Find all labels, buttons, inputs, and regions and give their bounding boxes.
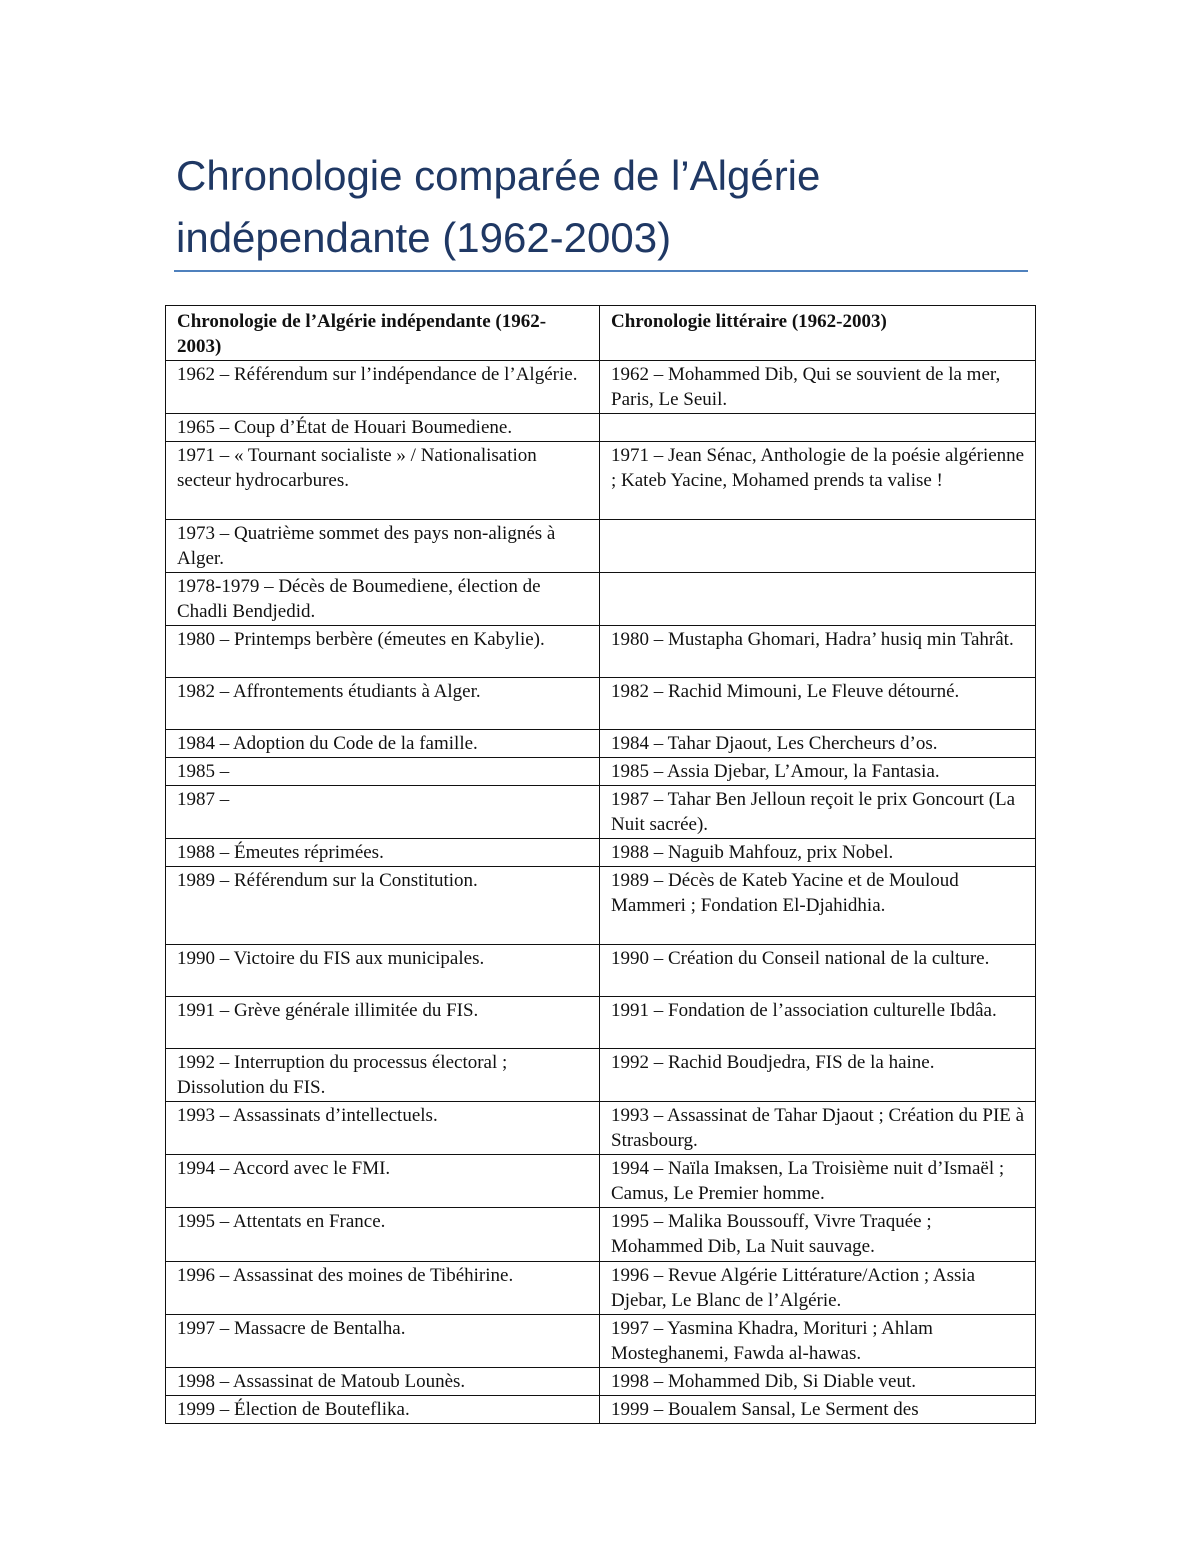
literary-event-cell: 1988 – Naguib Mahfouz, prix Nobel.	[600, 839, 1036, 867]
table-row	[166, 1315, 1036, 1368]
history-event-cell: 1996 – Assassinat des moines de Tibéhirine.	[166, 1262, 600, 1315]
history-event-cell: 1995 – Attentats en France.	[166, 1208, 600, 1262]
history-event-cell: 1990 – Victoire du FIS aux municipales.	[166, 945, 600, 997]
table-row	[166, 1102, 1036, 1155]
literary-event-cell: 1984 – Tahar Djaout, Les Chercheurs d’os.	[600, 730, 1036, 758]
history-event-cell: 1982 – Affrontements étudiants à Alger.	[166, 678, 600, 730]
history-event-cell: 1978-1979 – Décès de Boumediene, élection de Chadli Bendjedid.	[166, 573, 600, 626]
literary-event-cell: 1982 – Rachid Mimouni, Le Fleuve détourné.	[600, 678, 1036, 730]
literary-event-cell: 1995 – Malika Boussouff, Vivre Traquée ; Mohammed Dib, La Nuit sauvage.	[600, 1208, 1036, 1262]
literary-event-cell: 1999 – Boualem Sansal, Le Serment des	[600, 1396, 1036, 1424]
history-event-cell: 1973 – Quatrième sommet des pays non-alignés à Alger.	[166, 520, 600, 573]
table-row	[166, 1396, 1036, 1424]
table-row	[166, 867, 1036, 945]
literary-event-cell: 1996 – Revue Algérie Littérature/Action ; Assia Djebar, Le Blanc de l’Algérie.	[600, 1262, 1036, 1315]
history-event-cell: 1962 – Référendum sur l’indépendance de l’Algérie.	[166, 361, 600, 414]
table-row	[166, 1262, 1036, 1315]
history-event-cell: 1994 – Accord avec le FMI.	[166, 1155, 600, 1208]
literary-event-cell: 1987 – Tahar Ben Jelloun reçoit le prix Goncourt (La Nuit sacrée).	[600, 786, 1036, 839]
table-row	[166, 945, 1036, 997]
literary-event-cell: 1962 – Mohammed Dib, Qui se souvient de la mer, Paris, Le Seuil.	[600, 361, 1036, 414]
history-event-cell: 1991 – Grève générale illimitée du FIS.	[166, 997, 600, 1049]
literary-event-cell: 1980 – Mustapha Ghomari, Hadra’ husiq min Tahrât.	[600, 626, 1036, 678]
table-row	[166, 997, 1036, 1049]
table-row	[166, 361, 1036, 414]
table-row	[166, 786, 1036, 839]
history-event-cell: 1965 – Coup d’État de Houari Boumediene.	[166, 414, 600, 442]
literary-event-cell	[600, 573, 1036, 626]
history-event-cell: 1998 – Assassinat de Matoub Lounès.	[166, 1368, 600, 1396]
literary-event-cell: 1991 – Fondation de l’association culturelle Ibdâa.	[600, 997, 1036, 1049]
history-event-cell: 1987 –	[166, 786, 600, 839]
table-row	[166, 758, 1036, 786]
table-row	[166, 520, 1036, 573]
table-row	[166, 626, 1036, 678]
table-header-row	[166, 306, 1036, 361]
literary-event-cell	[600, 520, 1036, 573]
column-header-history: Chronologie de l’Algérie indépendante (1962-2003)	[166, 306, 600, 361]
literary-event-cell: 1985 – Assia Djebar, L’Amour, la Fantasia.	[600, 758, 1036, 786]
table-row	[166, 839, 1036, 867]
table-row	[166, 573, 1036, 626]
history-event-cell: 1999 – Élection de Bouteflika.	[166, 1396, 600, 1424]
chronology-table	[165, 305, 1036, 1424]
column-header-literature: Chronologie littéraire (1962-2003)	[600, 306, 1036, 361]
history-event-cell: 1985 –	[166, 758, 600, 786]
history-event-cell: 1989 – Référendum sur la Constitution.	[166, 867, 600, 945]
literary-event-cell	[600, 414, 1036, 442]
literary-event-cell: 1989 – Décès de Kateb Yacine et de Mouloud Mammeri ; Fondation El-Djahidhia.	[600, 867, 1036, 945]
literary-event-cell: 1997 – Yasmina Khadra, Morituri ; Ahlam Mosteghanemi, Fawda al-hawas.	[600, 1315, 1036, 1368]
history-event-cell: 1980 – Printemps berbère (émeutes en Kabylie).	[166, 626, 600, 678]
table-row	[166, 442, 1036, 520]
history-event-cell: 1993 – Assassinats d’intellectuels.	[166, 1102, 600, 1155]
table-row	[166, 1155, 1036, 1208]
table-row	[166, 1368, 1036, 1396]
table-row	[166, 1208, 1036, 1262]
literary-event-cell: 1990 – Création du Conseil national de la culture.	[600, 945, 1036, 997]
title-underline	[174, 270, 1028, 272]
literary-event-cell: 1971 – Jean Sénac, Anthologie de la poésie algérienne ; Kateb Yacine, Mohamed prends ta valise !	[600, 442, 1036, 520]
table-row	[166, 678, 1036, 730]
table-row	[166, 1049, 1036, 1102]
literary-event-cell: 1993 – Assassinat de Tahar Djaout ; Création du PIE à Strasbourg.	[600, 1102, 1036, 1155]
literary-event-cell: 1992 – Rachid Boudjedra, FIS de la haine.	[600, 1049, 1036, 1102]
history-event-cell: 1984 – Adoption du Code de la famille.	[166, 730, 600, 758]
history-event-cell: 1971 – « Tournant socialiste » / Nationalisation secteur hydrocarbures.	[166, 442, 600, 520]
history-event-cell: 1988 – Émeutes réprimées.	[166, 839, 600, 867]
history-event-cell: 1992 – Interruption du processus électoral ; Dissolution du FIS.	[166, 1049, 600, 1102]
literary-event-cell: 1994 – Naïla Imaksen, La Troisième nuit d’Ismaël ; Camus, Le Premier homme.	[600, 1155, 1036, 1208]
table-row	[166, 730, 1036, 758]
table-body	[166, 361, 1036, 1424]
literary-event-cell: 1998 – Mohammed Dib, Si Diable veut.	[600, 1368, 1036, 1396]
history-event-cell: 1997 – Massacre de Bentalha.	[166, 1315, 600, 1368]
page-title: Chronologie comparée de l’Algérie indépendante (1962-2003)	[176, 152, 821, 261]
table-row	[166, 414, 1036, 442]
